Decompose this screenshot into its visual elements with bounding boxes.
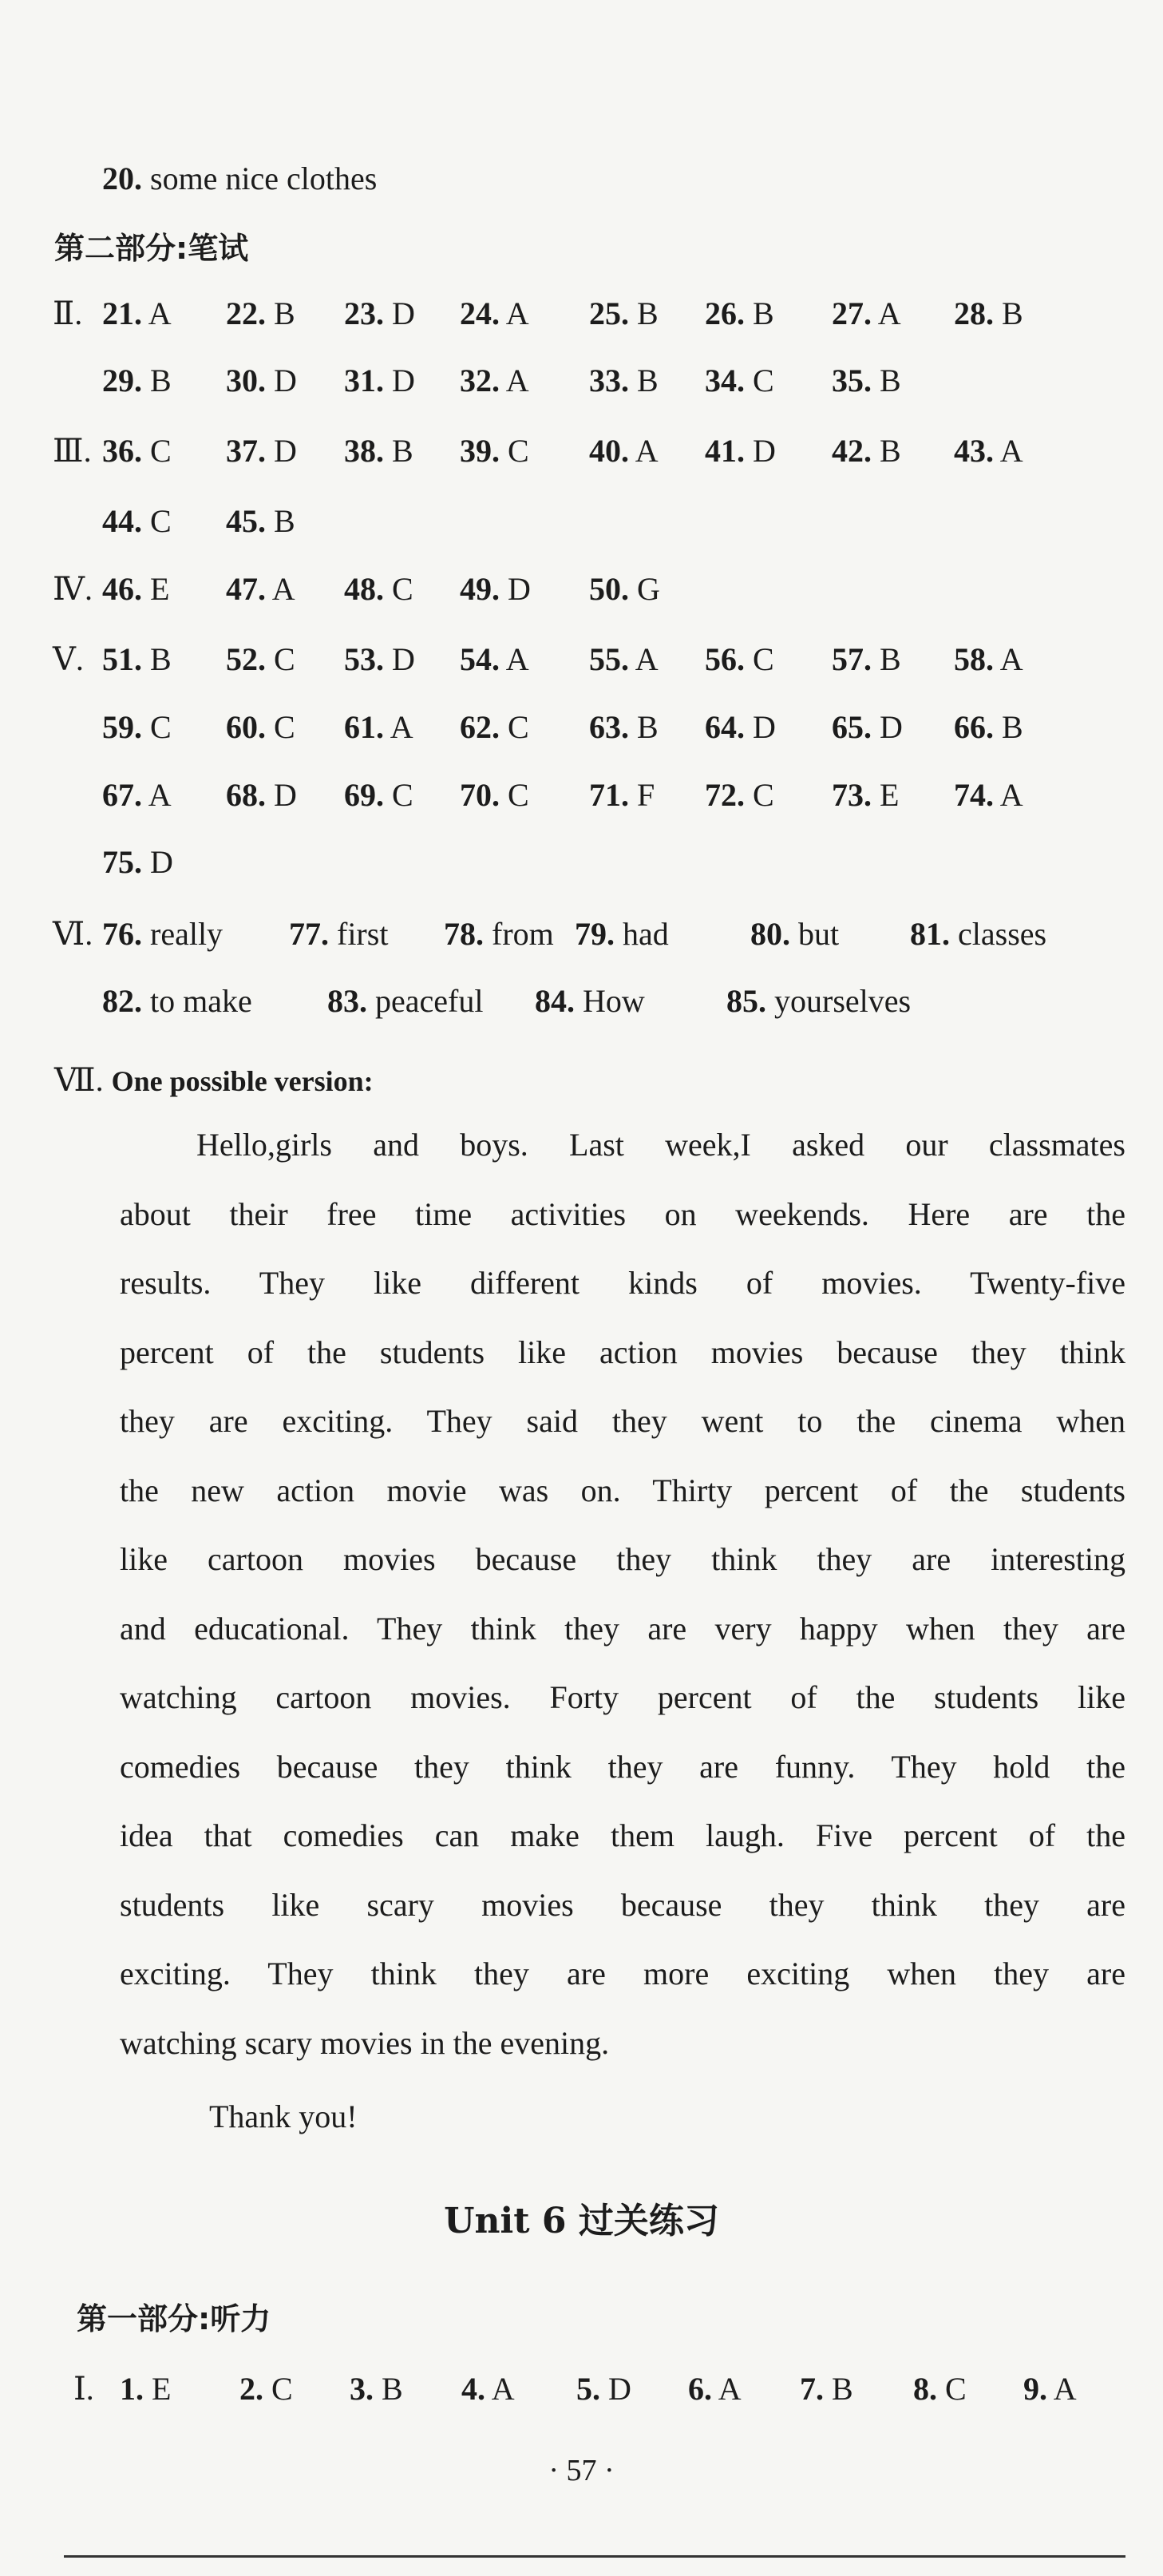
answer-value: really: [142, 916, 224, 952]
answer-value: B: [142, 641, 172, 677]
answer-value: D: [872, 709, 903, 745]
question-number: 46.: [102, 571, 142, 607]
question-number: 59.: [102, 709, 142, 745]
question-number: 49.: [460, 571, 500, 607]
answer-item: [535, 985, 645, 1017]
question-number: 84.: [535, 983, 575, 1019]
question-number: 25.: [589, 295, 629, 331]
question-number: 29.: [102, 363, 142, 398]
section7-label: One possible version:: [111, 1065, 374, 1097]
answer-item: [705, 641, 774, 677]
roman-numeral: Ⅶ.: [54, 1062, 104, 1098]
question-number: 73.: [832, 777, 872, 813]
answer-value: C: [384, 777, 413, 813]
answer-value: A: [500, 295, 529, 331]
answer-item: [102, 779, 172, 811]
answer-value: D: [600, 2371, 631, 2407]
answer-value: E: [142, 571, 170, 607]
answer-value: C: [745, 363, 774, 398]
question-number: 78.: [444, 916, 484, 952]
question-number: 50.: [589, 571, 629, 607]
essay-line: results. They like different kinds of movies. Twenty-five: [120, 1265, 1125, 1301]
answer-item: [832, 295, 901, 331]
answer-item: [102, 641, 172, 677]
section1-heading: 第一部分:听力: [77, 2301, 271, 2336]
question-number: 48.: [344, 571, 384, 607]
answer-item: [688, 2373, 742, 2405]
answer-item: [226, 711, 295, 743]
answer-value: A: [1047, 2371, 1077, 2407]
question-number: 22.: [226, 295, 266, 331]
roman-numeral: Ⅱ.: [53, 295, 83, 331]
answer-value: A: [500, 641, 529, 677]
answer-item: [102, 711, 172, 743]
answer-item: [460, 573, 531, 605]
question-number: 24.: [460, 295, 500, 331]
answer-item: [800, 2373, 853, 2405]
answer-item: [461, 2373, 515, 2405]
answer-value: D: [266, 777, 297, 813]
answer-value: D: [384, 295, 415, 331]
answer-value: classes: [950, 916, 1047, 952]
answer-value: B: [824, 2371, 853, 2407]
answer-item: [832, 365, 901, 397]
answer-value: C: [384, 571, 413, 607]
question-number: 4.: [461, 2371, 485, 2407]
answer-item: [102, 505, 172, 537]
question-number: 2.: [239, 2371, 263, 2407]
question-number: 83.: [327, 983, 367, 1019]
answer-item: [239, 2373, 293, 2405]
roman-numeral: Ⅰ.: [73, 2371, 94, 2407]
answer-item: [910, 918, 1046, 950]
answer-value: B: [872, 433, 901, 469]
top-item: [102, 163, 377, 195]
question-number: 23.: [344, 295, 384, 331]
answer-value: G: [629, 571, 660, 607]
answer-item: [226, 641, 295, 677]
question-number: 30.: [226, 363, 266, 398]
question-number: 53.: [344, 641, 384, 677]
question-number: 38.: [344, 433, 384, 469]
answer-item: [589, 435, 659, 467]
answer-item: [589, 711, 659, 743]
question-number: 66.: [954, 709, 994, 745]
answer-item: [444, 918, 554, 950]
essay-line: exciting. They think they are more exciting when they are: [120, 1956, 1125, 1991]
answer-item: [705, 435, 776, 467]
answer-value: C: [745, 777, 774, 813]
answer-value: E: [872, 777, 900, 813]
answer-value: A: [629, 433, 659, 469]
answer-value: F: [629, 777, 655, 813]
answer-item: [120, 2373, 171, 2405]
answer-item: [589, 295, 659, 331]
question-number: 3.: [350, 2371, 374, 2407]
answer-value: A: [994, 433, 1023, 469]
answer-item: [705, 295, 774, 331]
answer-value: C: [500, 709, 529, 745]
answer-value: to make: [142, 983, 252, 1019]
essay-line: watching scary movies in the evening.: [120, 2024, 610, 2061]
answer-value: D: [745, 433, 776, 469]
answer-item: [226, 365, 297, 397]
answer-item: [344, 365, 415, 397]
answer-value: C: [142, 709, 172, 745]
question-number: 74.: [954, 777, 994, 813]
answer-value: C: [266, 641, 295, 677]
answer-item: [344, 711, 413, 743]
answer-value: B: [266, 295, 295, 331]
answer-item: [350, 2373, 403, 2405]
answer-value: A: [142, 295, 172, 331]
answer-value: peaceful: [367, 983, 484, 1019]
answer-value: A: [712, 2371, 742, 2407]
essay-line: Hello,girls and boys. Last week,I asked our classmates: [196, 1127, 1125, 1163]
question-number: 71.: [589, 777, 629, 813]
essay-line: percent of the students like action movies because they think: [120, 1334, 1125, 1370]
answer-item: [954, 641, 1023, 677]
question-number: 27.: [832, 295, 872, 331]
question-number: 40.: [589, 433, 629, 469]
question-number: 31.: [344, 363, 384, 398]
answer-value: A: [500, 363, 529, 398]
answer-value: D: [266, 433, 297, 469]
answer-item: [460, 779, 529, 811]
question-number: 39.: [460, 433, 500, 469]
answer-item: [460, 641, 529, 677]
answer-value: C: [500, 433, 529, 469]
answer-item: [460, 711, 529, 743]
question-number: 80.: [750, 916, 790, 952]
answer-value: D: [142, 844, 173, 880]
question-number: 37.: [226, 433, 266, 469]
question-number: 72.: [705, 777, 745, 813]
answer-item: [913, 2373, 967, 2405]
answer-item: [832, 779, 899, 811]
question-number: 55.: [589, 641, 629, 677]
question-number: 51.: [102, 641, 142, 677]
essay-line: watching cartoon movies. Forty percent of the students like: [120, 1679, 1125, 1715]
answer-value: had: [615, 916, 669, 952]
question-number: 85.: [726, 983, 766, 1019]
answer-item: [589, 365, 659, 397]
section7-heading: [54, 1064, 374, 1096]
answer-value: B: [872, 641, 901, 677]
essay-line: comedies because they think they are funny. They hold the: [120, 1748, 1125, 1785]
answer-item: [954, 779, 1023, 811]
unit-title: Unit 6 过关练习: [444, 2201, 719, 2241]
answer-value: yourselves: [766, 983, 912, 1019]
answer-value: C: [500, 777, 529, 813]
answer-value: A: [629, 641, 659, 677]
question-number: 77.: [289, 916, 329, 952]
answer-item: [344, 779, 413, 811]
answer-item: [705, 711, 776, 743]
essay-line: they are exciting. They said they went to the cinema when: [120, 1403, 1125, 1439]
answer-item: [705, 779, 774, 811]
answer-item: [102, 846, 173, 878]
question-number: 41.: [705, 433, 745, 469]
answer-item: [589, 779, 655, 811]
answer-value: A: [994, 777, 1023, 813]
question-number: 8.: [913, 2371, 937, 2407]
answer-value: B: [629, 709, 659, 745]
answer-value: A: [384, 709, 413, 745]
question-number: 1.: [120, 2371, 144, 2407]
answer-value: B: [629, 295, 659, 331]
roman-numeral: Ⅴ.: [53, 641, 84, 677]
answer-item: [344, 641, 415, 677]
answer-item: [344, 573, 413, 605]
question-number: 43.: [954, 433, 994, 469]
answer-value: B: [994, 709, 1023, 745]
answer-item: [460, 365, 529, 397]
question-number: 67.: [102, 777, 142, 813]
question-number: 35.: [832, 363, 872, 398]
answer-value: D: [745, 709, 776, 745]
answer-value: first: [329, 916, 389, 952]
answer-value: A: [994, 641, 1023, 677]
answer-value: B: [629, 363, 659, 398]
question-number: 44.: [102, 503, 142, 539]
item-number: 20.: [102, 161, 142, 196]
answer-item: [102, 985, 252, 1017]
item-answer: some nice clothes: [150, 161, 378, 196]
answer-item: [954, 711, 1023, 743]
answer-item: [226, 779, 297, 811]
essay-line: and educational. They think they are very happy when they are: [120, 1610, 1125, 1647]
answer-value: B: [872, 363, 901, 398]
answer-item: [102, 435, 172, 467]
answer-item: [954, 435, 1023, 467]
essay-line: the new action movie was on. Thirty percent of the students: [120, 1472, 1125, 1508]
essay-line: students like scary movies because they think they are: [120, 1886, 1125, 1923]
answer-item: [344, 435, 413, 467]
answer-value: B: [142, 363, 172, 398]
answer-item: [832, 435, 901, 467]
answer-value: C: [142, 433, 172, 469]
question-number: 60.: [226, 709, 266, 745]
answer-item: [226, 295, 295, 331]
answer-item: [832, 641, 901, 677]
essay-line: about their free time activities on weekends. Here are the: [120, 1195, 1125, 1232]
question-number: 32.: [460, 363, 500, 398]
answer-value: B: [384, 433, 413, 469]
answer-item: [102, 295, 172, 331]
question-number: 61.: [344, 709, 384, 745]
answer-value: D: [384, 641, 415, 677]
answer-value: A: [872, 295, 901, 331]
answer-value: C: [937, 2371, 967, 2407]
question-number: 56.: [705, 641, 745, 677]
answer-item: [750, 918, 839, 950]
answer-value: D: [384, 363, 415, 398]
question-number: 58.: [954, 641, 994, 677]
question-number: 33.: [589, 363, 629, 398]
question-number: 65.: [832, 709, 872, 745]
answer-item: [576, 2373, 631, 2405]
answer-item: [327, 985, 483, 1017]
question-number: 9.: [1023, 2371, 1047, 2407]
answer-value: E: [144, 2371, 172, 2407]
answer-value: B: [994, 295, 1023, 331]
question-number: 75.: [102, 844, 142, 880]
answer-item: [589, 641, 659, 677]
question-number: 6.: [688, 2371, 712, 2407]
question-number: 42.: [832, 433, 872, 469]
answer-value: A: [142, 777, 172, 813]
answer-value: A: [485, 2371, 515, 2407]
question-number: 57.: [832, 641, 872, 677]
answer-value: but: [790, 916, 840, 952]
question-number: 5.: [576, 2371, 600, 2407]
bottom-rule: [64, 2555, 1125, 2558]
answer-item: [832, 711, 903, 743]
answer-value: A: [266, 571, 295, 607]
answer-value: B: [374, 2371, 403, 2407]
answer-value: B: [266, 503, 295, 539]
answer-value: D: [266, 363, 297, 398]
essay-line: like cartoon movies because they think they are interesting: [120, 1541, 1125, 1577]
question-number: 70.: [460, 777, 500, 813]
question-number: 62.: [460, 709, 500, 745]
question-number: 34.: [705, 363, 745, 398]
answer-item: [954, 295, 1023, 331]
page-number: · 57 ·: [548, 2454, 615, 2487]
question-number: 76.: [102, 916, 142, 952]
question-number: 21.: [102, 295, 142, 331]
answer-item: [102, 365, 172, 397]
essay-line: idea that comedies can make them laugh. Five percent of the: [120, 1817, 1125, 1853]
answer-value: D: [500, 571, 531, 607]
question-number: 52.: [226, 641, 266, 677]
question-number: 47.: [226, 571, 266, 607]
essay-closing: Thank you!: [209, 2098, 358, 2134]
question-number: 54.: [460, 641, 500, 677]
question-number: 63.: [589, 709, 629, 745]
section2-heading: 第二部分:笔试: [54, 231, 249, 266]
question-number: 45.: [226, 503, 266, 539]
roman-numeral: Ⅲ.: [53, 433, 92, 469]
answer-item: [226, 505, 295, 537]
question-number: 64.: [705, 709, 745, 745]
answer-item: [726, 985, 911, 1017]
answer-item: [226, 435, 297, 467]
question-number: 28.: [954, 295, 994, 331]
answer-item: [1023, 2373, 1077, 2405]
roman-numeral: Ⅳ.: [53, 571, 93, 607]
question-number: 82.: [102, 983, 142, 1019]
answer-value: C: [142, 503, 172, 539]
question-number: 69.: [344, 777, 384, 813]
question-number: 79.: [575, 916, 615, 952]
answer-value: C: [266, 709, 295, 745]
answer-value: How: [575, 983, 645, 1019]
answer-value: B: [745, 295, 774, 331]
answer-item: [460, 435, 529, 467]
answer-value: from: [484, 916, 554, 952]
answer-item: [344, 295, 415, 331]
answer-value: C: [263, 2371, 293, 2407]
answer-item: [102, 573, 169, 605]
answer-item: [226, 573, 295, 605]
answer-item: [589, 573, 660, 605]
question-number: 36.: [102, 433, 142, 469]
question-number: 7.: [800, 2371, 824, 2407]
answer-item: [102, 918, 223, 950]
answer-item: [705, 365, 774, 397]
roman-numeral: Ⅵ.: [53, 916, 93, 952]
question-number: 68.: [226, 777, 266, 813]
answer-item: [289, 918, 388, 950]
answer-value: C: [745, 641, 774, 677]
answer-item: [460, 295, 529, 331]
answer-item: [575, 918, 669, 950]
question-number: 81.: [910, 916, 950, 952]
question-number: 26.: [705, 295, 745, 331]
